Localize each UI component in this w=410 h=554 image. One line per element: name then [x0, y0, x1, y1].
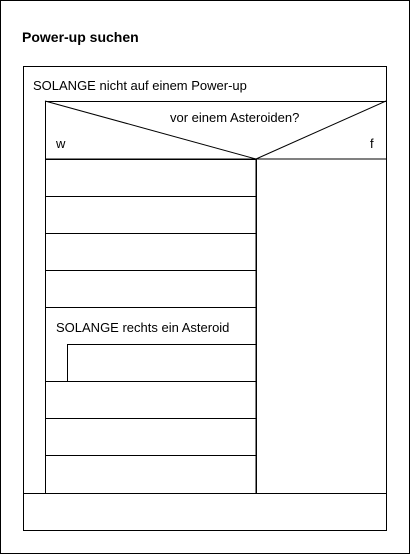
decision-true-label: w [56, 136, 66, 151]
statement-block[interactable] [45, 196, 257, 234]
outer-loop-condition: SOLANGE nicht auf einem Power-up [33, 78, 247, 93]
statement-block[interactable] [23, 493, 387, 531]
statement-block[interactable] [45, 418, 257, 456]
decision-condition: vor einem Asteroiden? [170, 110, 300, 125]
statement-block[interactable] [45, 455, 257, 494]
statement-block[interactable] [45, 233, 257, 271]
statement-block[interactable] [45, 381, 257, 419]
statement-block[interactable] [45, 270, 257, 308]
inner-loop-body[interactable] [67, 344, 257, 382]
statement-block[interactable] [45, 159, 257, 197]
diagram-title: Power-up suchen [22, 29, 139, 45]
decision-false-label: f [370, 136, 374, 151]
inner-loop-condition: SOLANGE rechts ein Asteroid [56, 320, 230, 335]
